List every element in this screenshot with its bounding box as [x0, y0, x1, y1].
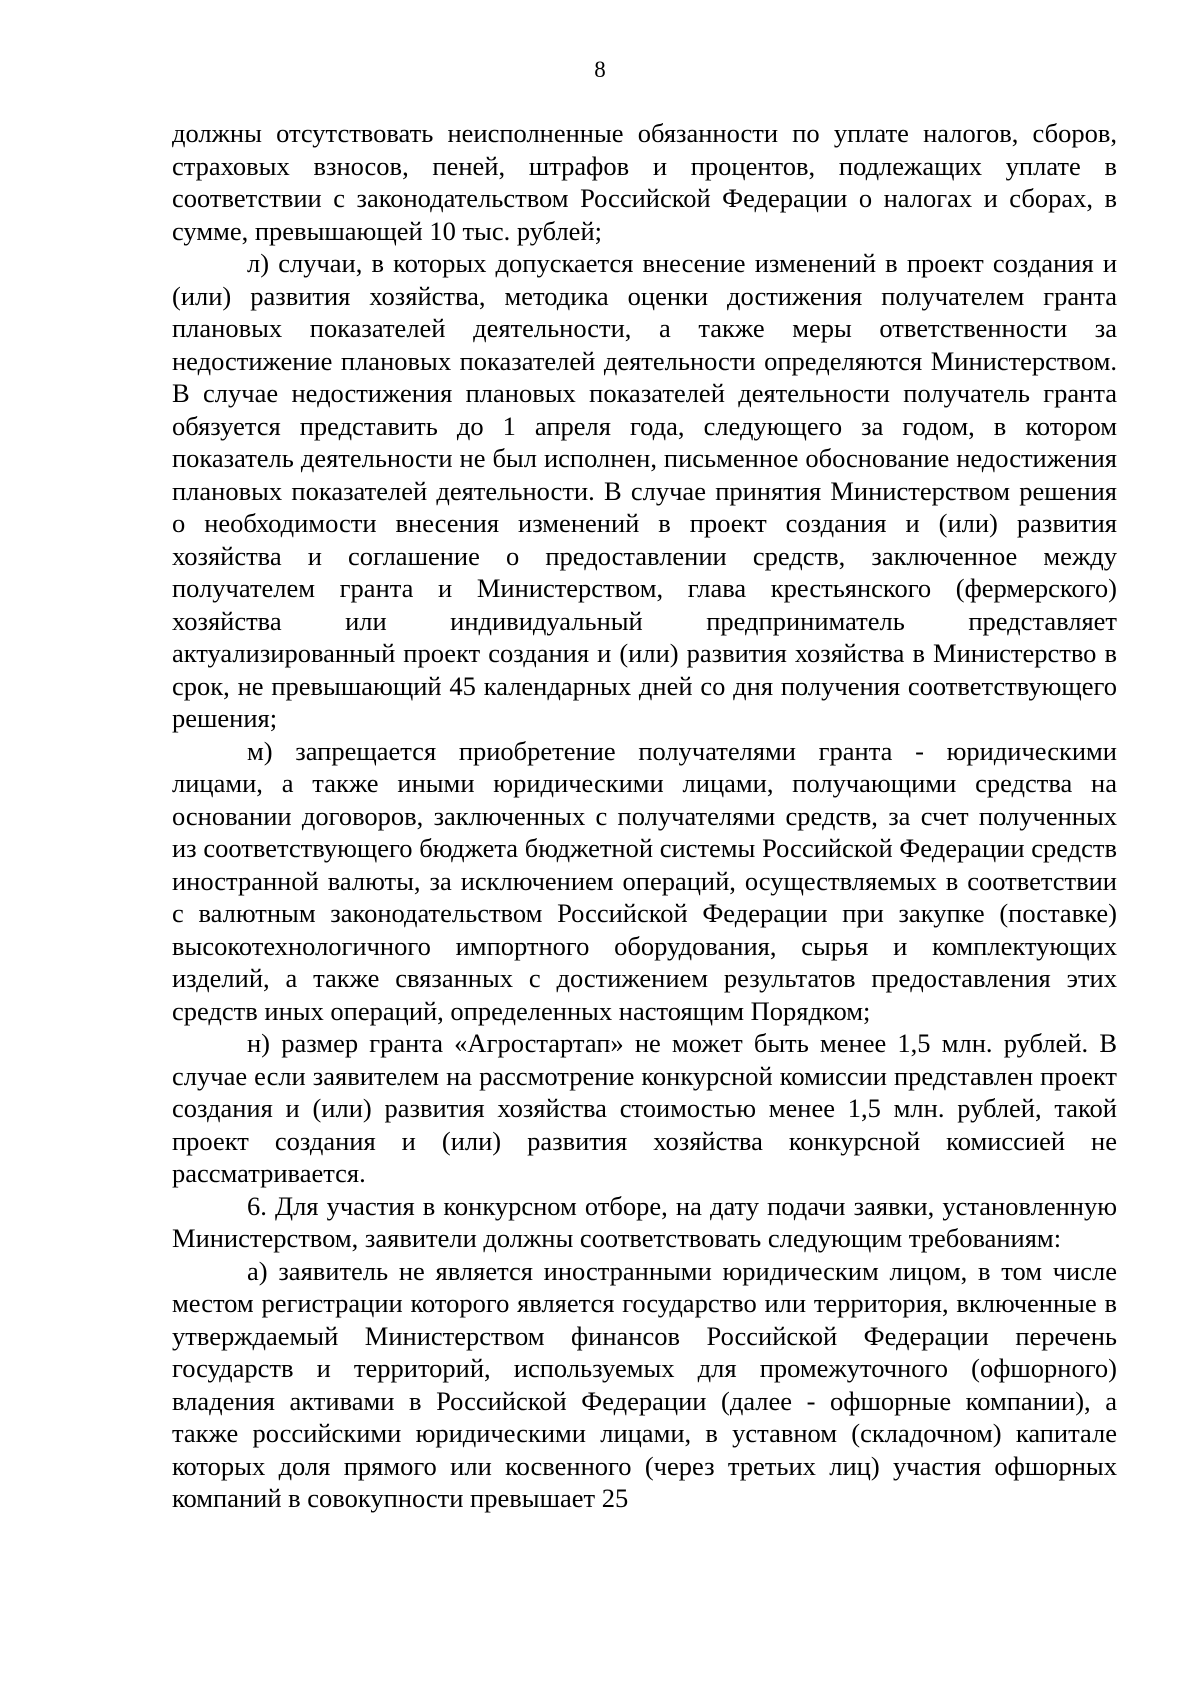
paragraph-item-a: а) заявитель не является иностранными юридическим лицом, в том числе местом регистрации которого является государство или территория, включенные в утверждаемый Министерством финансов Российской Федерации перечень государств и территорий, используемых для промежуточного (офшорного) владения активами в Российской Федерации (далее - офшорные компании), а также российскими юридическими лицами, в уставном (складочном) капитале которых доля прямого или косвенного (через третьих лиц) участия офшорных компаний в совокупности превышает 25: [172, 1255, 1117, 1513]
paragraph-section-6: 6. Для участия в конкурсном отборе, на дату подачи заявки, установленную Министерством, заявители должны соответствовать следующим требованиям:: [172, 1190, 1117, 1253]
document-body: [172, 117, 1117, 1515]
paragraph-item-l: л) случаи, в которых допускается внесение изменений в проект создания и (или) развития хозяйства, методика оценки достижения получателем гранта плановых показателей деятельности, а также меры ответственности за недостижение плановых показателей деятельности определяются Министерством. В случае недостижения плановых показателей деятельности получатель гранта обязуется представить до 1 апреля года, следующего за годом, в котором показатель деятельности не был исполнен, письменное обоснование недостижения плановых показателей деятельности. В случае принятия Министерством решения о необходимости внесения изменений в проект создания и (или) развития хозяйства и соглашение о предоставлении средств, заключенное между получателем гранта и Министерством, глава крестьянского (фермерского) хозяйства или индивидуальный предприниматель представляет актуализированный проект создания и (или) развития хозяйства в Министерство в срок, не превышающий 45 календарных дней со дня получения соответствующего решения;: [172, 248, 1117, 733]
page-number: 8: [594, 57, 606, 82]
paragraph-item-n: н) размер гранта «Агростартап» не может быть менее 1,5 млн. рублей. В случае если заявителем на рассмотрение конкурсной комиссии представлен проект создания и (или) развития хозяйства стоимостью менее 1,5 млн. рублей, такой проект создания и (или) развития хозяйства конкурсной комиссией не рассматривается.: [172, 1028, 1117, 1188]
paragraph-item-m: м) запрещается приобретение получателями гранта - юридическими лицами, а также иными юридическими лицами, получающими средства на основании договоров, заключенных с получателями средств, за счет полученных из соответствующего бюджета бюджетной системы Российской Федерации средств иностранной валюты, за исключением операций, осуществляемых в соответствии с валютным законодательством Российской Федерации при закупке (поставке) высокотехнологичного импортного оборудования, сырья и комплектующих изделий, а также связанных с достижением результатов предоставления этих средств иных операций, определенных настоящим Порядком;: [172, 735, 1117, 1026]
paragraph-continuation: должны отсутствовать неисполненные обязанности по уплате налогов, сборов, страховых взносов, пеней, штрафов и процентов, подлежащих уплате в соответствии с законодательством Российской Федерации о налогах и сборах, в сумме, превышающей 10 тыс. рублей;: [172, 118, 1117, 246]
